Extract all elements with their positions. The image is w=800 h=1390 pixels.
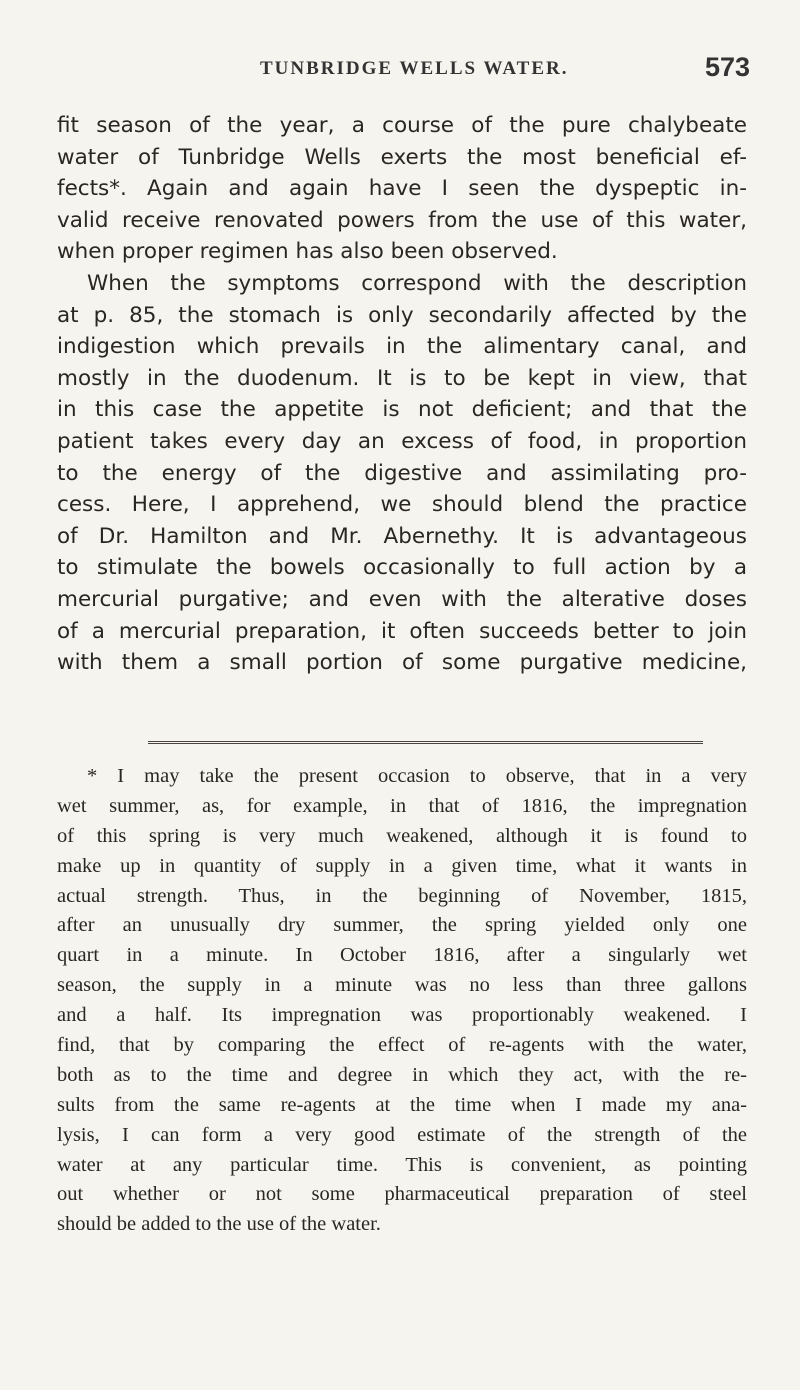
text-line: indigestion which prevails in the alimentary canal, and [57, 334, 747, 360]
text-line: when proper regimen has also been observed. [57, 239, 558, 265]
page-number: 573 [704, 52, 750, 82]
footnote-line: wet summer, as, for example, in that of 1816, the impregnation [57, 794, 747, 817]
footnote-line: and a half. Its impregnation was proportionably weakened. I [57, 1004, 747, 1027]
text-line: with them a small portion of some purgative medicine, [57, 650, 747, 676]
text-line: of Dr. Hamilton and Mr. Abernethy. It is advantageous [57, 523, 747, 549]
footnote-line: find, that by comparing the effect of re-agents with the water, [57, 1034, 747, 1057]
footnote-line: make up in quantity of supply in a given time, what it wants in [57, 854, 747, 877]
footnote-line: should be added to the use of the water. [57, 1213, 381, 1236]
footnote-line: * I may take the present occasion to observe, that in a very [87, 765, 747, 787]
footnote [57, 762, 747, 1240]
running-head: TUNBRIDGE WELLS WATER. [260, 58, 569, 79]
footnote-line: sults from the same re-agents at the time when I made my ana- [57, 1093, 747, 1116]
footnote-line: water at any particular time. This is convenient, as pointing [57, 1153, 747, 1176]
footnote-line: lysis, I can form a very good estimate of the strength of the [57, 1123, 747, 1146]
text-line: When the symptoms correspond with the description [87, 270, 747, 296]
footnote-line: season, the supply in a minute was no less than three gallons [57, 974, 747, 997]
text-line: water of Tunbridge Wells exerts the most beneficial ef- [57, 144, 747, 170]
text-line: mostly in the duodenum. It is to be kept in view, that [57, 365, 747, 391]
footnote-separator-rule [148, 741, 703, 744]
footnote-line: actual strength. Thus, in the beginning of November, 1815, [57, 884, 747, 907]
footnote-line: quart in a minute. In October 1816, after a singularly wet [57, 944, 747, 967]
footnote-line: out whether or not some pharmaceutical preparation of steel [57, 1183, 747, 1206]
footnote-line: after an unusually dry summer, the spring yielded only one [57, 914, 747, 937]
text-line: of a mercurial preparation, it often succeeds better to join [57, 618, 747, 644]
text-line: fit season of the year, a course of the pure chalybeate [57, 113, 747, 138]
text-line: valid receive renovated powers from the use of this water, [57, 207, 747, 233]
footnote-line: of this spring is very much weakened, although it is found to [57, 824, 747, 847]
text-line: cess. Here, I apprehend, we should blend the practice [57, 492, 747, 518]
text-line: mercurial purgative; and even with the alterative doses [57, 586, 747, 612]
text-line: to the energy of the digestive and assimilating pro- [57, 460, 747, 486]
text-line: at p. 85, the stomach is only secondarily affected by the [57, 302, 747, 328]
text-line: in this case the appetite is not deficient; and that the [57, 397, 747, 423]
text-line: patient takes every day an excess of food, in proportion [57, 428, 747, 454]
text-line: fects*. Again and again have I seen the dyspeptic in- [57, 176, 747, 202]
page-header [50, 52, 750, 88]
text-line: to stimulate the bowels occasionally to full action by a [57, 555, 747, 581]
footnote-line: both as to the time and degree in which they act, with the re- [57, 1063, 747, 1086]
main-text [57, 110, 747, 679]
